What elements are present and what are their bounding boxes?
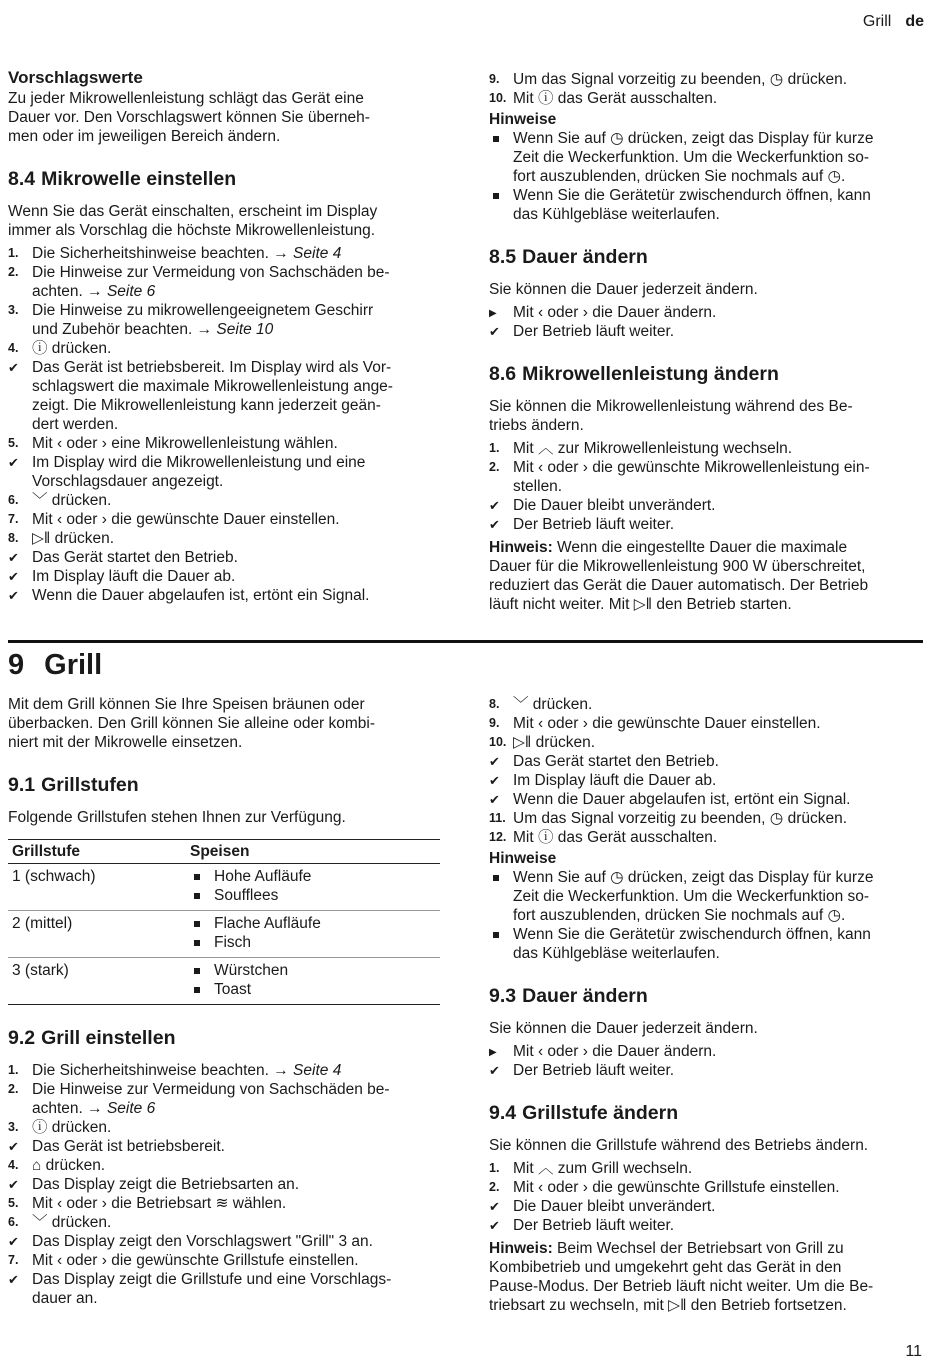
list-item [8, 1232, 440, 1251]
step-text: Mit ‹ oder › die Dauer ändern. [513, 304, 717, 321]
list-item [8, 1213, 440, 1232]
step-number: 8. [8, 531, 19, 545]
result-check-icon: ✔ [8, 1139, 19, 1154]
result-check-icon: ✔ [489, 1063, 500, 1078]
list-item [489, 1178, 925, 1197]
list-item: Wenn Sie auf ◷ drücken, zeigt das Display für kurze Zeit die Weckerfunktion. Um die Weckerfunktion so- fort auszublenden, drücken Sie nochmals auf ◷. [489, 129, 925, 186]
hinweis-label: Hinweis: [489, 539, 553, 556]
step-text: Der Betrieb läuft weiter. [513, 1217, 675, 1234]
list-item [489, 458, 925, 496]
text-line: men oder im jeweiligen Bereich ändern. [8, 128, 281, 145]
hinweis-text: Beim Wechsel der Betriebsart von Grill zu Kombibetrieb und umgekehrt geht das Gerät in den Pause-Modus. Der Betrieb läuft nicht weiter. Um die Be- triebsart zu wechseln, mit ▷‖ den Betrieb fortsetzen. [489, 1240, 874, 1314]
step-text: Das Gerät ist betriebsbereit. Im Display wird als Vor- schlagswert die maximale Mikrowellenleistung ange- zeigt. Die Mikrowellenleistung kann jederzeit geän- dert werden. [32, 359, 393, 433]
hinweis-label: Hinweis: [489, 1240, 553, 1257]
list-item [489, 771, 925, 790]
result-check-icon: ✔ [489, 773, 500, 788]
chapter-divider [8, 640, 923, 643]
section-8-5-steps [489, 303, 925, 341]
step-number: 1. [489, 441, 500, 455]
text-line: immer als Vorschlag die höchste Mikrowellenleistung. [8, 222, 375, 239]
table-cell [186, 958, 440, 1005]
list-item [489, 1159, 925, 1178]
step-number: 3. [8, 1120, 19, 1134]
list-item [8, 1118, 440, 1137]
step-text: Mit ‹ oder › die gewünschte Grillstufe einstellen. [32, 1252, 359, 1269]
vorschlagswerte-text [8, 89, 440, 146]
list-item [489, 1197, 925, 1216]
grill-intro [8, 695, 440, 752]
list-item [489, 515, 925, 534]
section-8-4-heading [8, 168, 440, 190]
step-number: 9. [489, 72, 500, 86]
list-item [489, 303, 925, 322]
step-number: 8. [489, 697, 500, 711]
step-number: 2. [489, 460, 500, 474]
step-number: 7. [8, 1253, 19, 1267]
section-8-6-intro [489, 397, 925, 435]
result-check-icon: ✔ [489, 754, 500, 769]
section-number: 9.1 [8, 774, 36, 796]
chapter-heading [8, 648, 102, 682]
step-text: Mit ‹ oder › die Dauer ändern. [513, 1043, 717, 1060]
list-item [8, 1251, 440, 1270]
list-item [8, 358, 440, 434]
continued-steps [489, 695, 925, 847]
step-text: Mit ‹ oder › die gewünschte Mikrowellenleistung ein- stellen. [513, 459, 870, 495]
section-number: 8.6 [489, 363, 517, 385]
step-text: Im Display läuft die Dauer ab. [32, 568, 236, 585]
vorschlagswerte-heading: Vorschlagswerte [8, 68, 143, 87]
result-check-icon: ✔ [8, 588, 19, 603]
step-text: Der Betrieb läuft weiter. [513, 323, 675, 340]
page-reference-link[interactable]: → Seite 6 [87, 283, 156, 300]
section-9-2-heading [8, 1027, 440, 1049]
text-line: Sie können die Mikrowellenleistung während des Be- [489, 398, 853, 415]
result-check-icon: ✔ [8, 550, 19, 565]
list-item [8, 1061, 440, 1080]
result-check-icon: ✔ [8, 455, 19, 470]
step-text: ▷‖ drücken. [513, 734, 596, 751]
section-9-3-steps [489, 1042, 925, 1080]
result-check-icon: ✔ [489, 324, 500, 339]
section-9-4-heading [489, 1102, 925, 1124]
list-item: Wenn Sie die Gerätetür zwischendurch öffnen, kann das Kühlgebläse weiterlaufen. [489, 186, 925, 224]
list-item [8, 244, 440, 263]
text-line: überbacken. Den Grill können Sie alleine oder kombi- [8, 715, 376, 732]
step-number: 2. [489, 1180, 500, 1194]
list-item [489, 828, 925, 847]
grillstufen-table [8, 839, 440, 1005]
table-cell [186, 911, 440, 958]
section-8-4-steps [8, 244, 440, 605]
list-item [8, 339, 440, 358]
section-8-6-hinweis [489, 538, 925, 614]
section-title: Dauer ändern [522, 985, 648, 1007]
section-9-4-steps [489, 1159, 925, 1235]
page-reference-link[interactable]: → Seite 4 [273, 245, 342, 262]
text-line: Dauer vor. Den Vorschlagswert können Sie überneh- [8, 109, 370, 126]
section-number: 9.2 [8, 1027, 36, 1049]
step-text: Um das Signal vorzeitig zu beenden, ◷ drücken. [513, 71, 848, 88]
result-check-icon: ✔ [489, 498, 500, 513]
result-check-icon: ✔ [8, 569, 19, 584]
step-number: 10. [489, 735, 507, 749]
list-item [8, 301, 440, 339]
step-text: Das Gerät ist betriebsbereit. [32, 1138, 225, 1155]
list-item [8, 1270, 440, 1308]
table-cell: 2 (mittel) [8, 911, 186, 958]
list-item [8, 453, 440, 491]
step-number: 12. [489, 830, 507, 844]
action-arrow-icon: ▶ [489, 1047, 497, 1058]
step-text: Die Hinweise zur Vermeidung von Sachschäden be- achten. [32, 1081, 390, 1117]
result-check-icon: ✔ [489, 792, 500, 807]
list-item: Toast [190, 980, 436, 999]
section-title: Mikrowelle einstellen [41, 168, 237, 190]
step-text: Mit ⓘ das Gerät ausschalten. [513, 90, 718, 107]
list-item: Hohe Aufläufe [190, 867, 436, 886]
step-number: 3. [8, 303, 19, 317]
step-number: 6. [8, 493, 19, 507]
step-text: Mit ‹ oder › die gewünschte Grillstufe einstellen. [513, 1179, 840, 1196]
header-section-title: Grill [862, 13, 892, 30]
list-item [8, 510, 440, 529]
text-line: niert mit der Mikrowelle einsetzen. [8, 734, 243, 751]
section-9-1-intro: Folgende Grillstufen stehen Ihnen zur Verfügung. [8, 809, 346, 826]
action-arrow-icon: ▶ [489, 308, 497, 319]
section-title: Grillstufe ändern [522, 1102, 679, 1124]
list-item [8, 586, 440, 605]
step-text: Die Hinweise zur Vermeidung von Sachschäden be- achten. [32, 264, 390, 300]
column-header: Grillstufe [8, 840, 186, 864]
section-9-4-hinweis [489, 1239, 925, 1315]
step-text: Das Display zeigt die Betriebsarten an. [32, 1176, 300, 1193]
table-row [8, 911, 440, 958]
step-text: Mit ︿ zur Mikrowellenleistung wechseln. [513, 440, 793, 457]
list-item [8, 1080, 440, 1118]
step-text: Mit ‹ oder › eine Mikrowellenleistung wählen. [32, 435, 338, 452]
step-text: ⌂ drücken. [32, 1157, 106, 1174]
result-check-icon: ✔ [8, 360, 19, 375]
table-cell: 3 (stark) [8, 958, 186, 1005]
list-item [489, 70, 925, 89]
step-number: 10. [489, 91, 507, 105]
hinweise-list [489, 868, 925, 963]
step-text: Die Dauer bleibt unverändert. [513, 1198, 716, 1215]
step-text: Der Betrieb läuft weiter. [513, 516, 675, 533]
result-check-icon: ✔ [8, 1272, 19, 1287]
step-text: ⓘ drücken. [32, 1119, 112, 1136]
step-number: 2. [8, 265, 19, 279]
continued-steps [489, 70, 925, 108]
chapter-number: 9 [8, 649, 25, 681]
step-text: ﹀ drücken. [513, 696, 593, 713]
step-text: ﹀ drücken. [32, 1214, 112, 1231]
step-text: ⓘ drücken. [32, 340, 112, 357]
section-9-1-heading [8, 774, 440, 796]
section-9-4-intro: Sie können die Grillstufe während des Betriebs ändern. [489, 1137, 869, 1154]
hinweis-text: Wenn die eingestellte Dauer die maximale Dauer für die Mikrowellenleistung 900 W überschreitet, reduziert das Gerät die Dauer automatisch. Der Betrieb läuft nicht weiter. Mit ▷‖ den Betrieb starten. [489, 539, 869, 613]
section-title: Mikrowellenleistung ändern [522, 363, 779, 385]
table-header-row [8, 840, 440, 864]
result-check-icon: ✔ [489, 1199, 500, 1214]
list-item: Soufflees [190, 886, 436, 905]
list-item [8, 1194, 440, 1213]
list-item [8, 529, 440, 548]
step-text: Die Sicherheitshinweise beachten. [32, 245, 274, 262]
step-text: Im Display läuft die Dauer ab. [513, 772, 717, 789]
hinweise-heading: Hinweise [489, 850, 557, 867]
list-item [489, 790, 925, 809]
step-text: Die Sicherheitshinweise beachten. [32, 1062, 274, 1079]
step-text: Der Betrieb läuft weiter. [513, 1062, 675, 1079]
section-8-6-steps [489, 439, 925, 534]
step-text: ﹀ drücken. [32, 492, 112, 509]
table-row [8, 864, 440, 911]
step-number: 2. [8, 1082, 19, 1096]
list-item [489, 1061, 925, 1080]
step-text: Wenn die Dauer abgelaufen ist, ertönt ein Signal. [513, 791, 851, 808]
column-header: Speisen [186, 840, 440, 864]
list-item [489, 752, 925, 771]
text-line: Mit dem Grill können Sie Ihre Speisen bräunen oder [8, 696, 365, 713]
section-number: 9.4 [489, 1102, 517, 1124]
list-item [489, 714, 925, 733]
list-item [8, 491, 440, 510]
text-line: Zu jeder Mikrowellenleistung schlägt das Gerät eine [8, 90, 364, 107]
table-cell [186, 864, 440, 911]
step-text: Die Hinweise zu mikrowellengeeignetem Geschirr und Zubehör beachten. [32, 302, 374, 338]
step-number: 4. [8, 341, 19, 355]
step-number: 5. [8, 436, 19, 450]
page-reference-link[interactable]: → Seite 4 [273, 1062, 342, 1079]
list-item [8, 1156, 440, 1175]
text-line: triebs ändern. [489, 417, 584, 434]
step-text: Mit ‹ oder › die gewünschte Dauer einstellen. [32, 511, 340, 528]
list-item [8, 1137, 440, 1156]
step-text: Das Gerät startet den Betrieb. [32, 549, 238, 566]
section-title: Grillstufen [41, 774, 139, 796]
top-left-column [8, 68, 440, 605]
list-item [489, 695, 925, 714]
section-title: Grill einstellen [41, 1027, 176, 1049]
step-number: 11. [489, 811, 506, 825]
step-text: ▷‖ drücken. [32, 530, 115, 547]
step-number: 4. [8, 1158, 19, 1172]
step-number: 1. [8, 1063, 19, 1077]
result-check-icon: ✔ [8, 1234, 19, 1249]
step-number: 7. [8, 512, 19, 526]
section-number: 8.4 [8, 168, 36, 190]
step-text: Das Display zeigt die Grillstufe und eine Vorschlags- dauer an. [32, 1271, 392, 1307]
text-line: Wenn Sie das Gerät einschalten, erscheint im Display [8, 203, 378, 220]
section-number: 9.3 [489, 985, 517, 1007]
step-text: Die Dauer bleibt unverändert. [513, 497, 716, 514]
list-item [489, 496, 925, 515]
header-language-code: de [905, 13, 924, 30]
list-item [489, 1216, 925, 1235]
result-check-icon: ✔ [489, 517, 500, 532]
step-number: 1. [489, 1161, 500, 1175]
result-check-icon: ✔ [8, 1177, 19, 1192]
step-text: Mit ‹ oder › die gewünschte Dauer einstellen. [513, 715, 821, 732]
table-cell: 1 (schwach) [8, 864, 186, 911]
section-9-3-intro: Sie können die Dauer jederzeit ändern. [489, 1020, 758, 1037]
step-text: Mit ‹ oder › die Betriebsart ≋ wählen. [32, 1195, 287, 1212]
list-item [489, 322, 925, 341]
list-item [489, 89, 925, 108]
section-8-5-intro: Sie können die Dauer jederzeit ändern. [489, 281, 758, 298]
section-9-2-steps [8, 1061, 440, 1308]
bottom-right-column [489, 695, 925, 1315]
section-8-4-intro [8, 202, 440, 240]
list-item [489, 809, 925, 828]
section-8-5-heading [489, 246, 925, 268]
list-item [8, 1175, 440, 1194]
step-text: Das Gerät startet den Betrieb. [513, 753, 719, 770]
bottom-left-column [8, 695, 440, 1308]
result-check-icon: ✔ [489, 1218, 500, 1233]
section-9-3-heading [489, 985, 925, 1007]
section-number: 8.5 [489, 246, 517, 268]
hinweise-heading: Hinweise [489, 111, 557, 128]
list-item [8, 548, 440, 567]
list-item: Würstchen [190, 961, 436, 980]
list-item [489, 1042, 925, 1061]
step-text: Im Display wird die Mikrowellenleistung und eine Vorschlagsdauer angezeigt. [32, 454, 366, 490]
page-header [863, 12, 924, 31]
list-item [489, 439, 925, 458]
list-item [489, 733, 925, 752]
list-item [8, 567, 440, 586]
step-text: Mit ︿ zum Grill wechseln. [513, 1160, 693, 1177]
list-item [8, 434, 440, 453]
list-item: Flache Aufläufe [190, 914, 436, 933]
step-number: 5. [8, 1196, 19, 1210]
step-number: 6. [8, 1215, 19, 1229]
step-text: Um das Signal vorzeitig zu beenden, ◷ drücken. [513, 810, 848, 827]
step-number: 1. [8, 246, 19, 260]
top-right-column [489, 70, 925, 614]
step-text: Mit ⓘ das Gerät ausschalten. [513, 829, 718, 846]
section-8-6-heading [489, 363, 925, 385]
list-item: Wenn Sie auf ◷ drücken, zeigt das Display für kurze Zeit die Weckerfunktion. Um die Weckerfunktion so- fort auszublenden, drücken Sie nochmals auf ◷. [489, 868, 925, 925]
table-row [8, 958, 440, 1005]
chapter-title: Grill [44, 649, 103, 681]
page-number: 11 [905, 1343, 922, 1360]
list-item: Fisch [190, 933, 436, 952]
step-number: 9. [489, 716, 500, 730]
page-reference-link[interactable]: → Seite 10 [196, 321, 274, 338]
hinweise-list [489, 129, 925, 224]
step-text: Wenn die Dauer abgelaufen ist, ertönt ein Signal. [32, 587, 370, 604]
step-text: Das Display zeigt den Vorschlagswert "Grill" 3 an. [32, 1233, 373, 1250]
section-title: Dauer ändern [522, 246, 648, 268]
list-item [8, 263, 440, 301]
page-reference-link[interactable]: → Seite 6 [87, 1100, 156, 1117]
list-item: Wenn Sie die Gerätetür zwischendurch öffnen, kann das Kühlgebläse weiterlaufen. [489, 925, 925, 963]
